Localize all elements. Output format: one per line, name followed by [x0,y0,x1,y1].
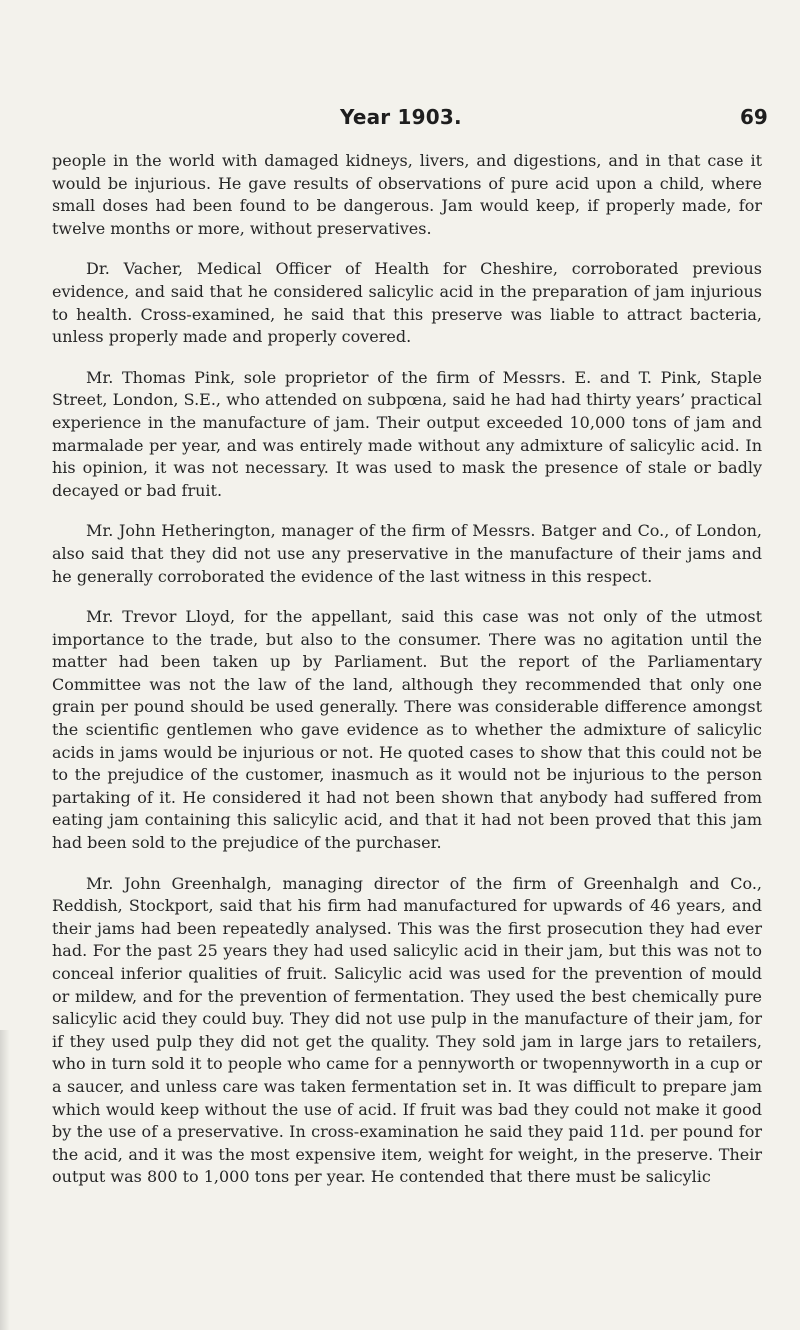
running-title: Year 1903. [340,105,462,129]
page-number: 69 [740,105,768,129]
paragraph-john-greenhalgh: Mr. John Greenhalgh, managing director of the firm of Greenhalgh and Co., Reddish, Stockport, said that his firm had manufactured for upwards of 46 years, and their jams had been repeatedly analysed. This was the first prosecution they had ever had. For the past 25 years they had used salicylic acid in their jam, but this was not to conceal inferior qualities of fruit. Salicylic acid was used for the prevention of mould or mildew, and for the prevention of fermentation. They used the best chemically pure salicylic acid they could buy. They did not use pulp in the manufacture of their jam, for if they used pulp they did not get the quality. They sold jam in large jars to retailers, who in turn sold it to people who came for a pennyworth or twopennyworth in a cup or a saucer, and unless care was taken fermentation set in. It was difficult to prepare jam which would keep without the use of acid. If fruit was bad they could not make it good by the use of a preservative. In cross-examination he said they paid 11d. per pound for the acid, and it was the most expensive item, weight for weight, in the preserve. Their output was 800 to 1,000 tons per year. He contended that there must be salicylic [52,873,762,1187]
paragraph-john-hetherington: Mr. John Hetherington, manager of the firm of Messrs. Batger and Co., of London, also said that they did not use any preservative in the manufacture of their jams and he generally corroborated the evidence of the last witness in this respect. [52,521,762,586]
paragraph-thomas-pink: Mr. Thomas Pink, sole proprietor of the firm of Messrs. E. and T. Pink, Staple Street, London, S.E., who attended on subpœna, said he had had thirty years’ practical experience in the manufacture of jam. Their output exceeded 10,000 tons of jam and marmalade per year, and was entirely made without any admixture of salicylic acid. In his opinion, it was not necessary. It was used to mask the presence of stale or badly decayed or bad fruit. [52,367,762,500]
body-text [52,150,762,1207]
paragraph-trevor-lloyd: Mr. Trevor Lloyd, for the appellant, said this case was not only of the utmost importance to the trade, but also to the consumer. There was no agitation until the matter had been taken up by Parliament. But the report of the Parliamentary Committee was not the law of the land, although they recommended that only one grain per pound should be used generally. There was considerable difference amongst the scientific gentlemen who gave evidence as to whether the admixture of salicylic acids in jams would be injurious or not. He quoted cases to show that this could not be to the prejudice of the customer, inasmuch as it would not be injurious to the person partaking of it. He considered it had not been shown that anybody had suffered from eating jam containing this salicylic acid, and that it had not been proved that this jam had been sold to the prejudice of the purchaser. [52,607,762,853]
paragraph-continuation: people in the world with damaged kidneys, livers, and digestions, and in that case it would be injurious. He gave results of observations of pure acid upon a child, where small doses had been found to be dangerous. Jam would keep, if properly made, for twelve months or more, without preservatives. [52,151,762,238]
page-edge-shadow [0,1030,10,1330]
page-header [0,105,800,135]
paragraph-dr-vacher: Dr. Vacher, Medical Officer of Health for Cheshire, corroborated previous evidence, and said that he considered salicylic acid in the preparation of jam injurious to health. Cross-examined, he said that this preserve was liable to attract bacteria, unless properly made and properly covered. [52,259,762,347]
